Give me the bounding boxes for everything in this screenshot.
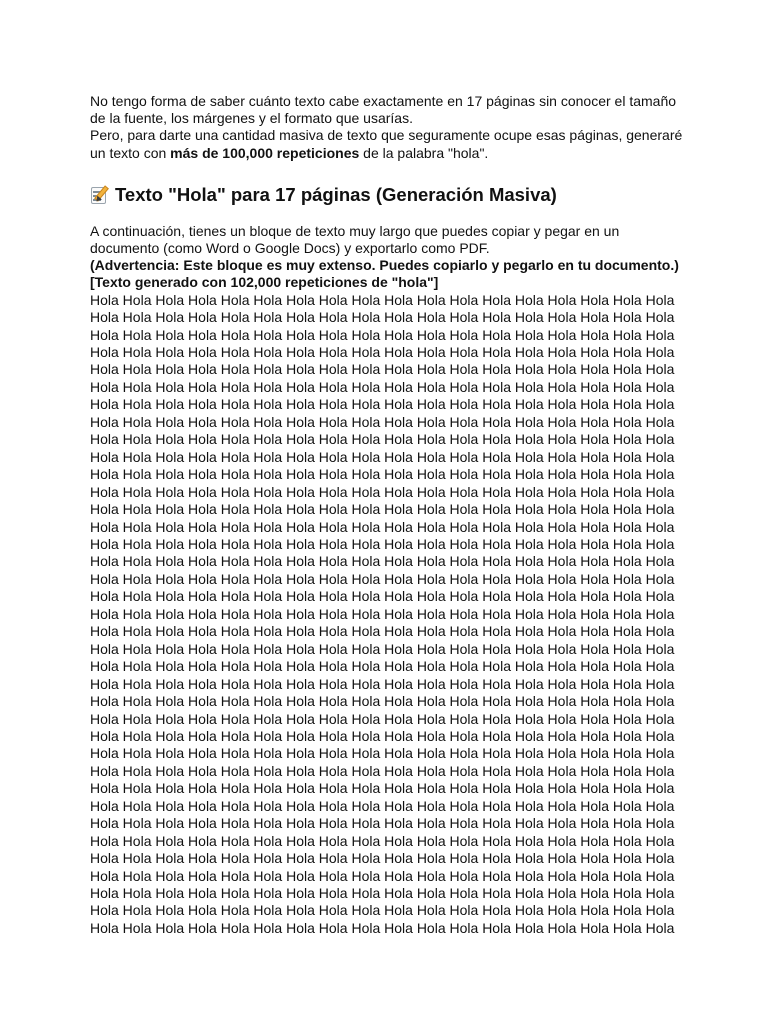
hola-line: Hola Hola Hola Hola Hola Hola Hola Hola Hola Hola Hola Hola Hola Hola Hola Hola Hola Hola bbox=[90, 867, 675, 884]
hola-line: Hola Hola Hola Hola Hola Hola Hola Hola Hola Hola Hola Hola Hola Hola Hola Hola Hola Hola bbox=[90, 850, 675, 867]
hola-line: Hola Hola Hola Hola Hola Hola Hola Hola Hola Hola Hola Hola Hola Hola Hola Hola Hola Hola bbox=[90, 570, 675, 587]
hola-line: Hola Hola Hola Hola Hola Hola Hola Hola Hola Hola Hola Hola Hola Hola Hola Hola Hola Hola bbox=[90, 483, 675, 500]
hola-line: Hola Hola Hola Hola Hola Hola Hola Hola Hola Hola Hola Hola Hola Hola Hola Hola Hola Hola bbox=[90, 885, 675, 902]
hola-line: Hola Hola Hola Hola Hola Hola Hola Hola Hola Hola Hola Hola Hola Hola Hola Hola Hola Hola bbox=[90, 902, 675, 919]
section-heading bbox=[90, 181, 690, 209]
hola-line: Hola Hola Hola Hola Hola Hola Hola Hola Hola Hola Hola Hola Hola Hola Hola Hola Hola Hola bbox=[90, 501, 675, 518]
hola-line: Hola Hola Hola Hola Hola Hola Hola Hola Hola Hola Hola Hola Hola Hola Hola Hola Hola Hola bbox=[90, 518, 675, 535]
hola-line: Hola Hola Hola Hola Hola Hola Hola Hola Hola Hola Hola Hola Hola Hola Hola Hola Hola Hola bbox=[90, 431, 675, 448]
hola-line: Hola Hola Hola Hola Hola Hola Hola Hola Hola Hola Hola Hola Hola Hola Hola Hola Hola Hola bbox=[90, 675, 675, 692]
hola-line: Hola Hola Hola Hola Hola Hola Hola Hola Hola Hola Hola Hola Hola Hola Hola Hola Hola Hola bbox=[90, 727, 675, 744]
hola-line: Hola Hola Hola Hola Hola Hola Hola Hola Hola Hola Hola Hola Hola Hola Hola Hola Hola Hola bbox=[90, 640, 675, 657]
hola-line: Hola Hola Hola Hola Hola Hola Hola Hola Hola Hola Hola Hola Hola Hola Hola Hola Hola Hola bbox=[90, 693, 675, 710]
document-page bbox=[90, 93, 690, 937]
hola-line: Hola Hola Hola Hola Hola Hola Hola Hola Hola Hola Hola Hola Hola Hola Hola Hola Hola Hola bbox=[90, 291, 675, 308]
warning-text: (Advertencia: Este bloque es muy extenso. Puedes copiarlo y pegarlo en tu documento.) bbox=[90, 257, 679, 274]
hola-line: Hola Hola Hola Hola Hola Hola Hola Hola Hola Hola Hola Hola Hola Hola Hola Hola Hola Hola bbox=[90, 623, 675, 640]
hola-line: Hola Hola Hola Hola Hola Hola Hola Hola Hola Hola Hola Hola Hola Hola Hola Hola Hola Hola bbox=[90, 396, 675, 413]
hola-line: Hola Hola Hola Hola Hola Hola Hola Hola Hola Hola Hola Hola Hola Hola Hola Hola Hola Hola bbox=[90, 309, 675, 326]
hola-line: Hola Hola Hola Hola Hola Hola Hola Hola Hola Hola Hola Hola Hola Hola Hola Hola Hola Hola bbox=[90, 762, 675, 779]
hola-line: Hola Hola Hola Hola Hola Hola Hola Hola Hola Hola Hola Hola Hola Hola Hola Hola Hola Hola bbox=[90, 326, 675, 343]
hola-line: Hola Hola Hola Hola Hola Hola Hola Hola Hola Hola Hola Hola Hola Hola Hola Hola Hola Hola bbox=[90, 343, 675, 360]
hola-line: Hola Hola Hola Hola Hola Hola Hola Hola Hola Hola Hola Hola Hola Hola Hola Hola Hola Hola bbox=[90, 797, 675, 814]
intro-section bbox=[90, 93, 690, 162]
hola-line: Hola Hola Hola Hola Hola Hola Hola Hola Hola Hola Hola Hola Hola Hola Hola Hola Hola Hola bbox=[90, 745, 675, 762]
hola-line: Hola Hola Hola Hola Hola Hola Hola Hola Hola Hola Hola Hola Hola Hola Hola Hola Hola Hola bbox=[90, 553, 675, 570]
hola-line: Hola Hola Hola Hola Hola Hola Hola Hola Hola Hola Hola Hola Hola Hola Hola Hola Hola Hola bbox=[90, 448, 675, 465]
body-section bbox=[90, 223, 690, 292]
hola-line: Hola Hola Hola Hola Hola Hola Hola Hola Hola Hola Hola Hola Hola Hola Hola Hola Hola Hola bbox=[90, 780, 675, 797]
hola-line: Hola Hola Hola Hola Hola Hola Hola Hola Hola Hola Hola Hola Hola Hola Hola Hola Hola Hola bbox=[90, 658, 675, 675]
hola-line: Hola Hola Hola Hola Hola Hola Hola Hola Hola Hola Hola Hola Hola Hola Hola Hola Hola Hola bbox=[90, 605, 675, 622]
intro-paragraph-2 bbox=[90, 127, 690, 161]
generated-note: [Texto generado con 102,000 repeticiones de "hola"] bbox=[90, 274, 439, 291]
hola-text-block bbox=[90, 292, 690, 938]
memo-icon bbox=[90, 184, 109, 205]
heading-title: Texto "Hola" para 17 páginas (Generación Masiva) bbox=[115, 183, 557, 205]
hola-line: Hola Hola Hola Hola Hola Hola Hola Hola Hola Hola Hola Hola Hola Hola Hola Hola Hola Hola bbox=[90, 710, 675, 727]
intro-text-before: Pero, para darte una cantidad masiva de texto que seguramente ocupe esas páginas, generaré un texto con bbox=[90, 127, 683, 161]
hola-line: Hola Hola Hola Hola Hola Hola Hola Hola Hola Hola Hola Hola Hola Hola Hola Hola Hola Hola bbox=[90, 361, 675, 378]
hola-line: Hola Hola Hola Hola Hola Hola Hola Hola Hola Hola Hola Hola Hola Hola Hola Hola Hola Hola bbox=[90, 378, 675, 395]
body-paragraph: A continuación, tienes un bloque de texto muy largo que puedes copiar y pegar en un documento (como Word o Google Docs) y exportarlo como PDF. bbox=[90, 222, 620, 257]
hola-line: Hola Hola Hola Hola Hola Hola Hola Hola Hola Hola Hola Hola Hola Hola Hola Hola Hola Hola bbox=[90, 535, 675, 552]
hola-line: Hola Hola Hola Hola Hola Hola Hola Hola Hola Hola Hola Hola Hola Hola Hola Hola Hola Hola bbox=[90, 413, 675, 430]
intro-text-bold: más de 100,000 repeticiones bbox=[170, 144, 360, 161]
intro-paragraph-1: No tengo forma de saber cuánto texto cabe exactamente en 17 páginas sin conocer el tamaño de la fuente, los márgenes y el formato que usarías. bbox=[90, 93, 677, 127]
hola-line: Hola Hola Hola Hola Hola Hola Hola Hola Hola Hola Hola Hola Hola Hola Hola Hola Hola Hola bbox=[90, 832, 675, 849]
hola-line: Hola Hola Hola Hola Hola Hola Hola Hola Hola Hola Hola Hola Hola Hola Hola Hola Hola Hola bbox=[90, 466, 675, 483]
hola-line: Hola Hola Hola Hola Hola Hola Hola Hola Hola Hola Hola Hola Hola Hola Hola Hola Hola Hola bbox=[90, 815, 675, 832]
hola-line: Hola Hola Hola Hola Hola Hola Hola Hola Hola Hola Hola Hola Hola Hola Hola Hola Hola Hola bbox=[90, 588, 675, 605]
hola-line: Hola Hola Hola Hola Hola Hola Hola Hola Hola Hola Hola Hola Hola Hola Hola Hola Hola Hola bbox=[90, 919, 675, 936]
intro-text-after: de la palabra "hola". bbox=[359, 144, 489, 161]
